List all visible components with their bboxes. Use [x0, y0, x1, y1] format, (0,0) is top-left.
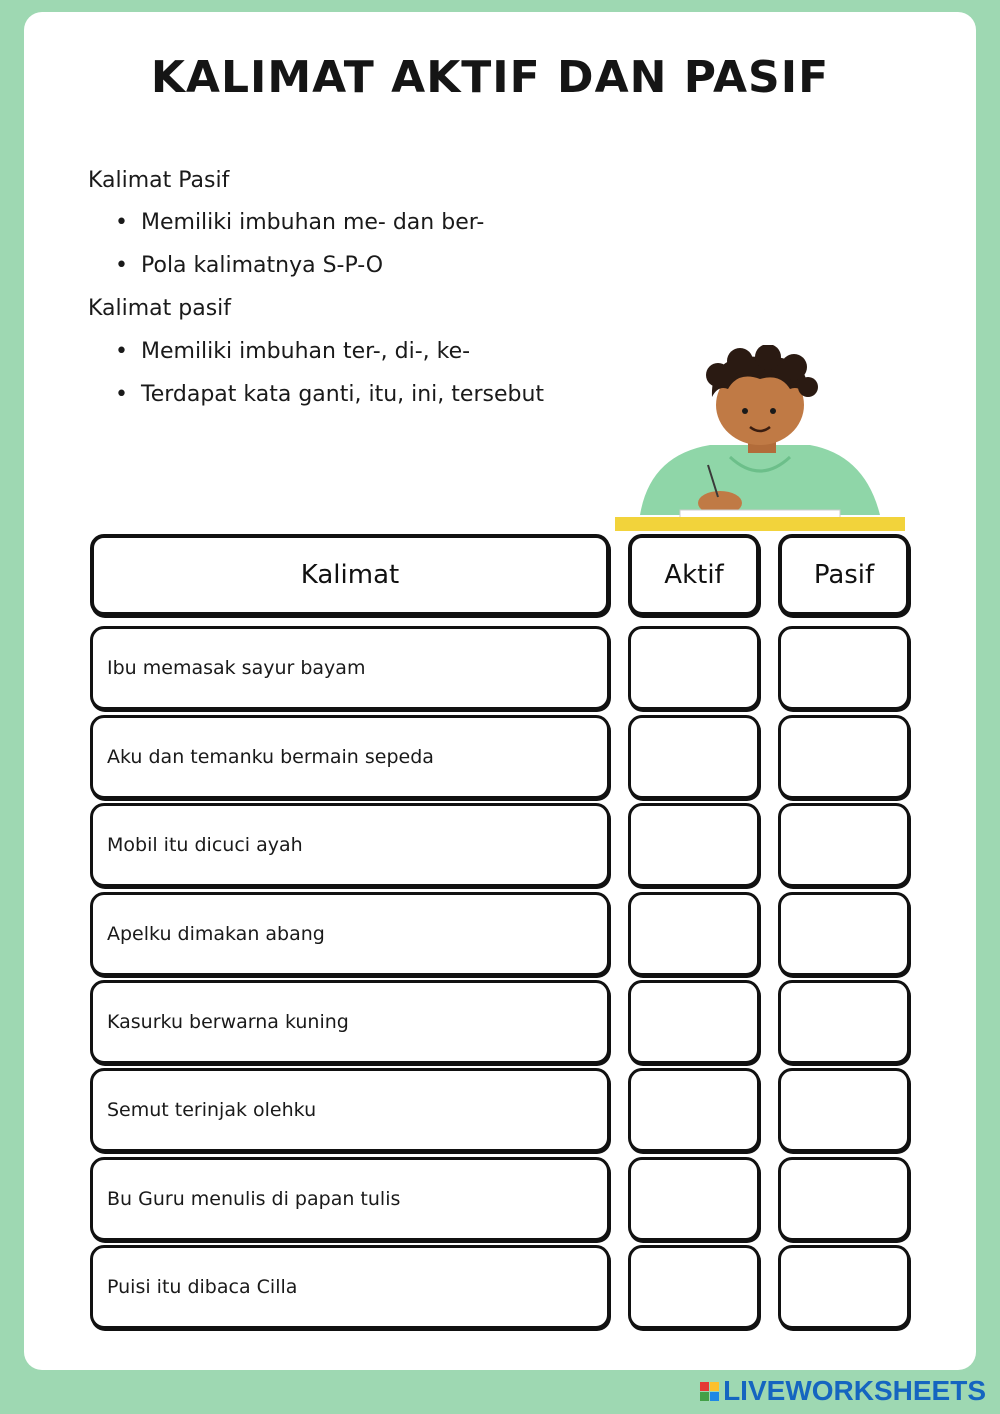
definition-heading-active: Kalimat Pasif [88, 168, 230, 193]
sentence-cell: Aku dan temanku bermain sepeda [90, 715, 610, 799]
answer-box-active[interactable] [628, 803, 760, 887]
answer-box-active[interactable] [628, 892, 760, 976]
answer-box-active[interactable] [628, 626, 760, 710]
liveworksheets-logo[interactable] [700, 1376, 986, 1406]
answer-box-passive[interactable] [778, 1157, 910, 1241]
student-writing-illustration [610, 345, 910, 535]
answer-box-active[interactable] [628, 1245, 760, 1329]
sentence-cell: Mobil itu dicuci ayah [90, 803, 610, 887]
sentence-cell: Semut terinjak olehku [90, 1068, 610, 1152]
definition-bullet: • Memiliki imbuhan ter-, di-, ke- [115, 339, 471, 364]
column-header-sentence: Kalimat [90, 534, 610, 616]
answer-box-passive[interactable] [778, 803, 910, 887]
definition-bullet: • Memiliki imbuhan me- dan ber- [115, 210, 485, 235]
liveworksheets-icon [700, 1382, 719, 1401]
definition-bullet: • Pola kalimatnya S-P-O [115, 253, 384, 278]
definition-bullet: • Terdapat kata ganti, itu, ini, tersebut [115, 382, 545, 407]
sentence-cell: Apelku dimakan abang [90, 892, 610, 976]
sentence-cell: Puisi itu dibaca Cilla [90, 1245, 610, 1329]
answer-box-passive[interactable] [778, 715, 910, 799]
answer-box-active[interactable] [628, 1157, 760, 1241]
answer-box-passive[interactable] [778, 1068, 910, 1152]
answer-box-passive[interactable] [778, 626, 910, 710]
brand-name: LIVEWORKSHEETS [723, 1375, 986, 1406]
answer-box-active[interactable] [628, 715, 760, 799]
column-header-active: Aktif [628, 534, 760, 616]
answer-box-active[interactable] [628, 1068, 760, 1152]
sentence-cell: Ibu memasak sayur bayam [90, 626, 610, 710]
sentence-cell: Kasurku berwarna kuning [90, 980, 610, 1064]
sentence-cell: Bu Guru menulis di papan tulis [90, 1157, 610, 1241]
page-title: KALIMAT AKTIF DAN PASIF [150, 52, 830, 103]
column-header-passive: Pasif [778, 534, 910, 616]
definition-heading-passive: Kalimat pasif [88, 296, 232, 321]
answer-box-active[interactable] [628, 980, 760, 1064]
answer-box-passive[interactable] [778, 980, 910, 1064]
answer-box-passive[interactable] [778, 1245, 910, 1329]
answer-box-passive[interactable] [778, 892, 910, 976]
